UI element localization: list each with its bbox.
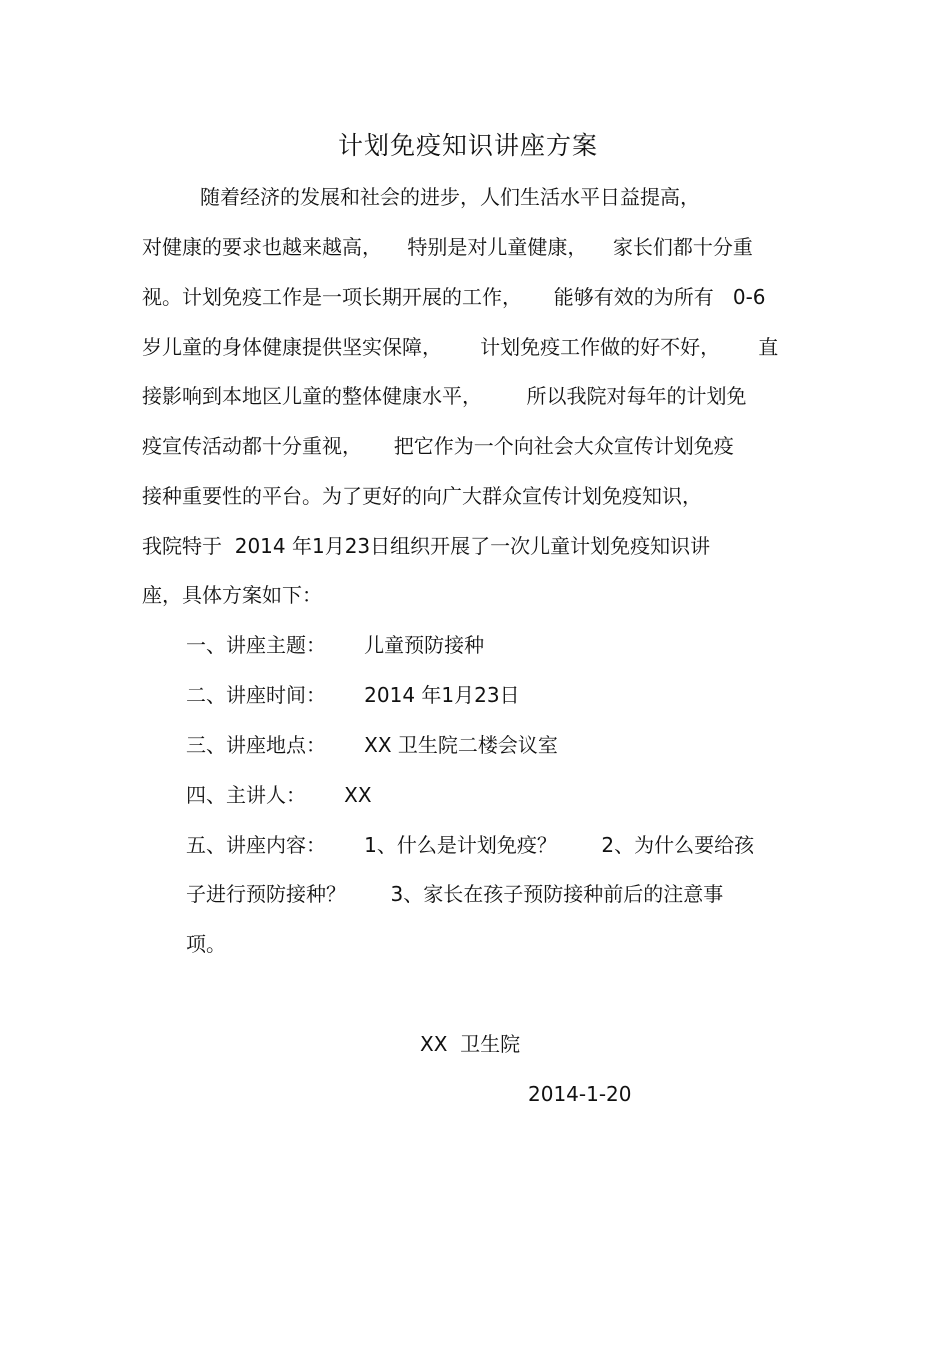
- item-speaker: 四、主讲人： XX: [186, 783, 372, 807]
- item-time: 二、讲座时间： 2014 年1月23日: [186, 683, 520, 707]
- page-title: 计划免疫知识讲座方案: [337, 131, 598, 160]
- signature-org: XX 卫生院: [420, 1032, 521, 1056]
- paragraph-line: 随着经济的发展和社会的进步，人们生活水平日益提高，: [200, 185, 700, 209]
- signature-date: 2014-1-20: [528, 1082, 632, 1106]
- paragraph-line: 对健康的要求也越来越高， 特别是对儿童健康， 家长们都十分重: [142, 235, 753, 259]
- item-location: 三、讲座地点： XX 卫生院二楼会议室: [186, 733, 558, 757]
- paragraph-line: 接种重要性的平台。为了更好的向广大群众宣传计划免疫知识，: [142, 484, 702, 508]
- item-content-end: 项。: [186, 932, 226, 956]
- paragraph-line: 接影响到本地区儿童的整体健康水平， 所以我院对每年的计划免: [142, 384, 747, 408]
- item-content: 五、讲座内容： 1、什么是计划免疫？ 2、为什么要给孩: [186, 833, 755, 857]
- item-content-cont: 子进行预防接种？ 3、家长在孩子预防接种前后的注意事: [186, 882, 724, 906]
- paragraph-line: 岁儿童的身体健康提供坚实保障， 计划免疫工作做的好不好， 直: [142, 335, 779, 359]
- paragraph-line: 疫宣传活动都十分重视， 把它作为一个向社会大众宣传计划免疫: [142, 434, 734, 458]
- paragraph-line: 我院特于 2014 年1月23日组织开展了一次儿童计划免疫知识讲: [142, 534, 711, 558]
- paragraph-line: 视。计划免疫工作是一项长期开展的工作， 能够有效的为所有 0-6: [142, 285, 766, 309]
- item-topic: 一、讲座主题： 儿童预防接种: [186, 633, 485, 657]
- paragraph-line: 座，具体方案如下：: [142, 583, 322, 607]
